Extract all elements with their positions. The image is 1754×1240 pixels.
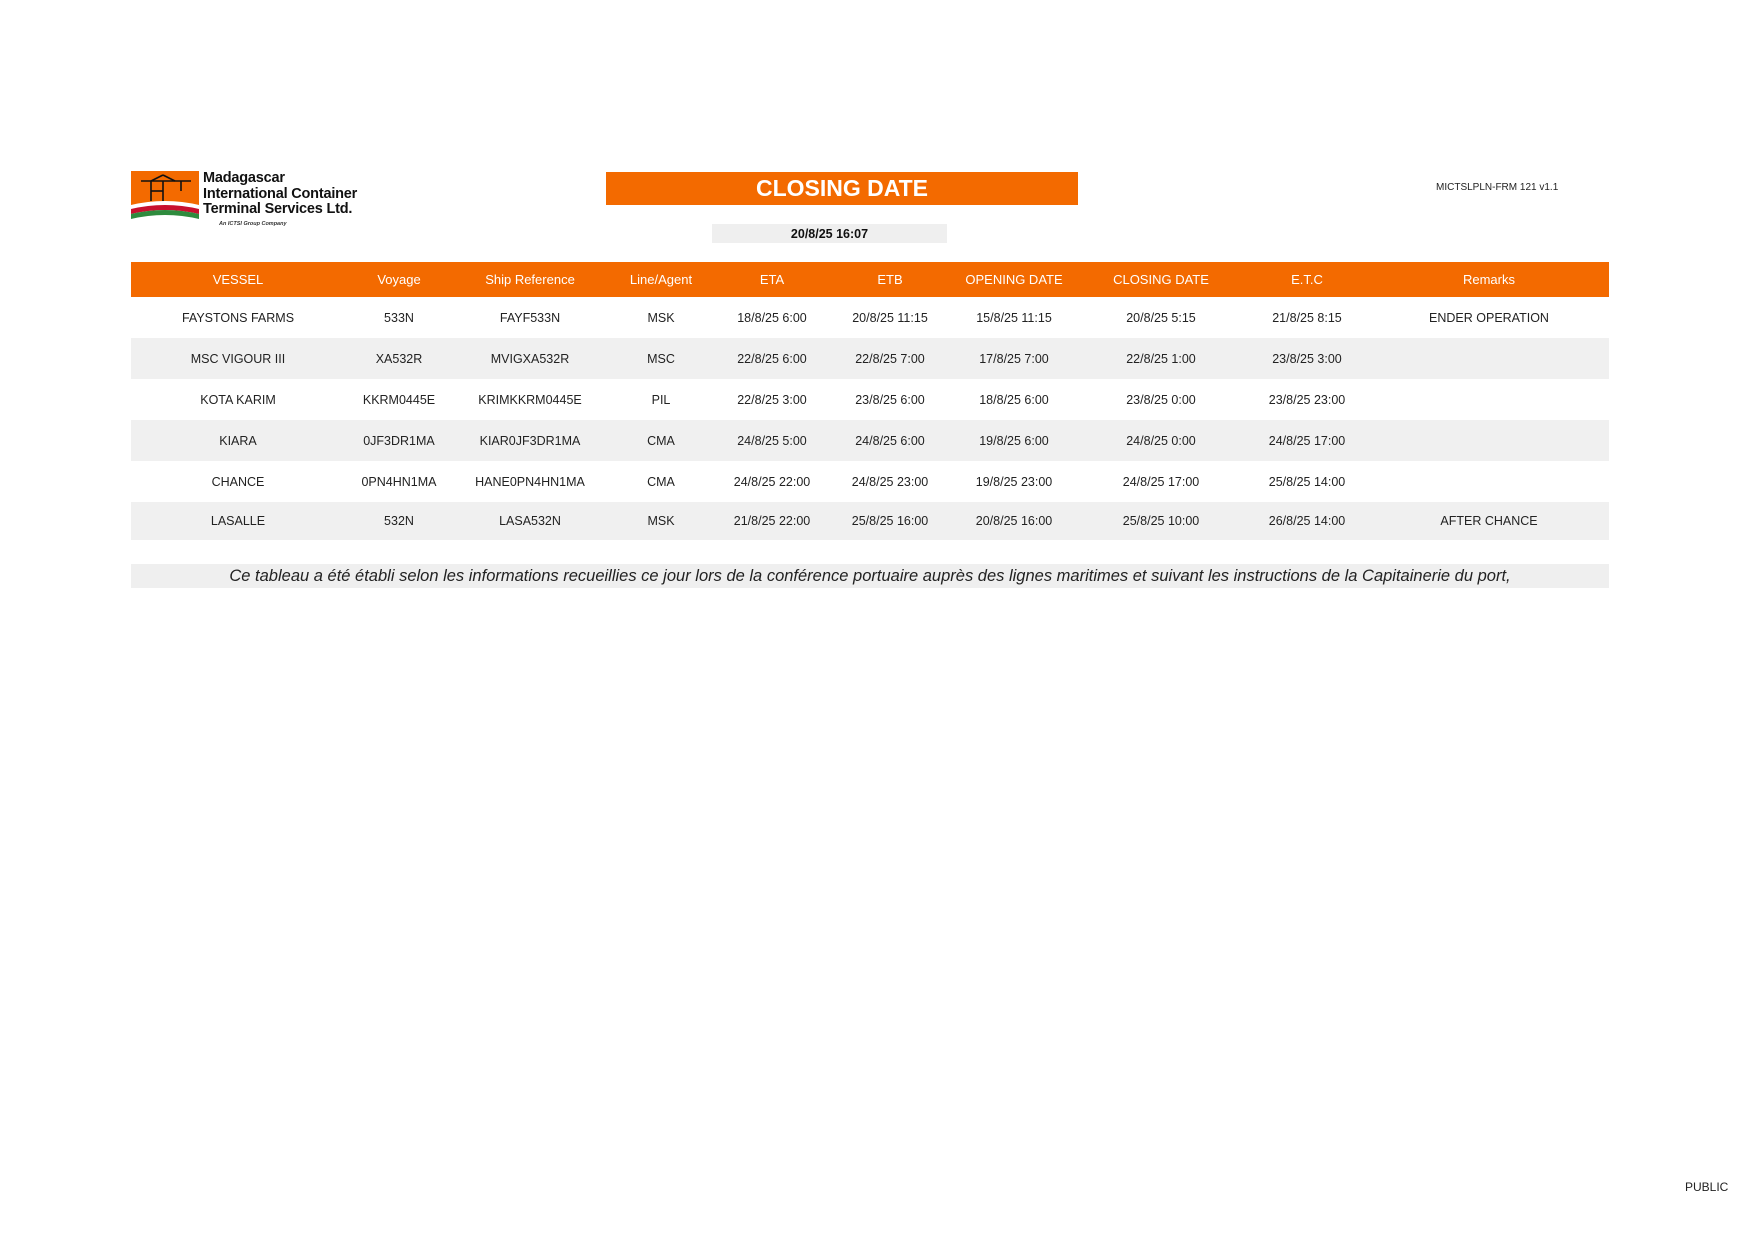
table-row	[131, 420, 1609, 461]
cell-vessel: KOTA KARIM	[200, 392, 276, 407]
cell-closing-date: 24/8/25 0:00	[1126, 433, 1196, 448]
cell-ship-reference: KRIMKKRM0445E	[478, 392, 582, 407]
cell-opening-date: 18/8/25 6:00	[979, 392, 1049, 407]
cell-etc: 23/8/25 3:00	[1272, 351, 1342, 366]
table-row	[131, 461, 1609, 502]
logo-wordmark	[203, 171, 357, 218]
cell-ship-reference: MVIGXA532R	[490, 351, 570, 366]
cell-vessel: CHANCE	[211, 474, 265, 489]
cell-voyage: 533N	[384, 310, 414, 325]
cell-ship-reference: LASA532N	[499, 514, 561, 528]
footnote: Ce tableau a été établi selon les informations recueillies ce jour lors de la conférence portuaire auprès des lignes maritimes et suivant les instructions de la Capitainerie du port,	[131, 564, 1609, 588]
cell-opening-date: 17/8/25 7:00	[979, 351, 1049, 366]
cell-etc: 25/8/25 14:00	[1268, 474, 1346, 489]
cell-line-agent: MSK	[647, 310, 675, 325]
table-row	[131, 379, 1609, 420]
cell-closing-date: 25/8/25 10:00	[1122, 514, 1200, 528]
cell-closing-date: 23/8/25 0:00	[1126, 392, 1196, 407]
cell-eta: 22/8/25 6:00	[737, 351, 807, 366]
column-header-vessel: VESSEL	[212, 272, 264, 287]
cell-line-agent: CMA	[647, 474, 675, 489]
classification-label: PUBLIC	[1685, 1180, 1729, 1194]
column-header-closing-date: CLOSING DATE	[1113, 272, 1209, 287]
column-header-line-agent: Line/Agent	[629, 272, 693, 287]
cell-eta: 22/8/25 3:00	[737, 392, 807, 407]
cell-voyage: 0PN4HN1MA	[361, 474, 437, 489]
column-header-etc: E.T.C	[1291, 272, 1323, 287]
cell-remarks: AFTER CHANCE	[1440, 514, 1538, 528]
cell-eta: 24/8/25 5:00	[737, 433, 807, 448]
cell-etb: 23/8/25 6:00	[855, 392, 925, 407]
cell-remarks	[1369, 461, 1609, 502]
company-logo	[131, 171, 376, 233]
cell-eta: 24/8/25 22:00	[733, 474, 811, 489]
table-row	[131, 338, 1609, 379]
column-header-opening-date: OPENING DATE	[965, 272, 1063, 287]
table-row	[131, 297, 1609, 338]
cell-remarks	[1369, 338, 1609, 379]
cell-voyage: XA532R	[375, 351, 423, 366]
cell-opening-date: 20/8/25 16:00	[975, 514, 1053, 528]
logo-line-3: Terminal Services Ltd.	[203, 201, 353, 217]
cell-line-agent: MSK	[647, 514, 675, 528]
table-row	[131, 502, 1609, 540]
column-header-eta: ETA	[759, 272, 785, 287]
cell-voyage: 0JF3DR1MA	[363, 433, 435, 448]
cell-opening-date: 15/8/25 11:15	[976, 310, 1052, 325]
cell-etc: 21/8/25 8:15	[1272, 310, 1342, 325]
document-code: MICTSLPLN-FRM 121 v1.1	[1436, 182, 1559, 193]
cell-eta: 21/8/25 22:00	[733, 514, 811, 528]
cell-closing-date: 22/8/25 1:00	[1126, 351, 1196, 366]
cell-voyage: KKRM0445E	[362, 392, 436, 407]
cell-vessel: KIARA	[219, 433, 257, 448]
cell-line-agent: MSC	[647, 351, 675, 366]
cell-etb: 24/8/25 23:00	[851, 474, 929, 489]
logo-line-2: International Container	[203, 185, 358, 202]
logo-line-1: Madagascar	[203, 170, 285, 186]
cell-line-agent: CMA	[647, 433, 675, 448]
cell-voyage: 532N	[384, 514, 414, 528]
cell-etb: 25/8/25 16:00	[851, 514, 929, 528]
cell-ship-reference: HANE0PN4HN1MA	[475, 474, 585, 489]
column-header-etb: ETB	[877, 272, 903, 287]
cell-etc: 24/8/25 17:00	[1268, 433, 1346, 448]
cell-closing-date: 24/8/25 17:00	[1122, 474, 1200, 489]
table-header	[131, 262, 1609, 297]
cell-etb: 24/8/25 6:00	[855, 433, 925, 448]
cell-ship-reference: KIAR0JF3DR1MA	[479, 433, 581, 448]
column-header-remarks: Remarks	[1462, 272, 1515, 287]
cell-vessel: LASALLE	[210, 514, 266, 528]
cell-closing-date: 20/8/25 5:15	[1126, 310, 1196, 325]
column-header-ship-reference: Ship Reference	[485, 272, 575, 287]
cell-line-agent: PIL	[651, 392, 671, 407]
cell-opening-date: 19/8/25 6:00	[979, 433, 1049, 448]
cell-vessel: MSC VIGOUR III	[190, 351, 286, 366]
cell-remarks	[1369, 379, 1609, 420]
logo-tagline: An ICTSI Group Company	[219, 221, 287, 227]
cell-remarks	[1369, 420, 1609, 461]
cell-ship-reference: FAYF533N	[499, 310, 561, 325]
crane-logo-icon	[131, 171, 201, 223]
cell-opening-date: 19/8/25 23:00	[975, 474, 1053, 489]
report-date: 20/8/25 16:07	[712, 224, 947, 243]
cell-etb: 20/8/25 11:15	[852, 310, 928, 325]
page-title: CLOSING DATE	[606, 172, 1078, 205]
cell-eta: 18/8/25 6:00	[737, 310, 807, 325]
column-header-voyage: Voyage	[377, 272, 421, 287]
closing-date-table	[131, 262, 1609, 540]
cell-etc: 26/8/25 14:00	[1268, 514, 1346, 528]
cell-etc: 23/8/25 23:00	[1268, 392, 1346, 407]
cell-vessel: FAYSTONS FARMS	[181, 310, 295, 325]
cell-remarks: ENDER OPERATION	[1429, 310, 1549, 325]
cell-etb: 22/8/25 7:00	[855, 351, 925, 366]
